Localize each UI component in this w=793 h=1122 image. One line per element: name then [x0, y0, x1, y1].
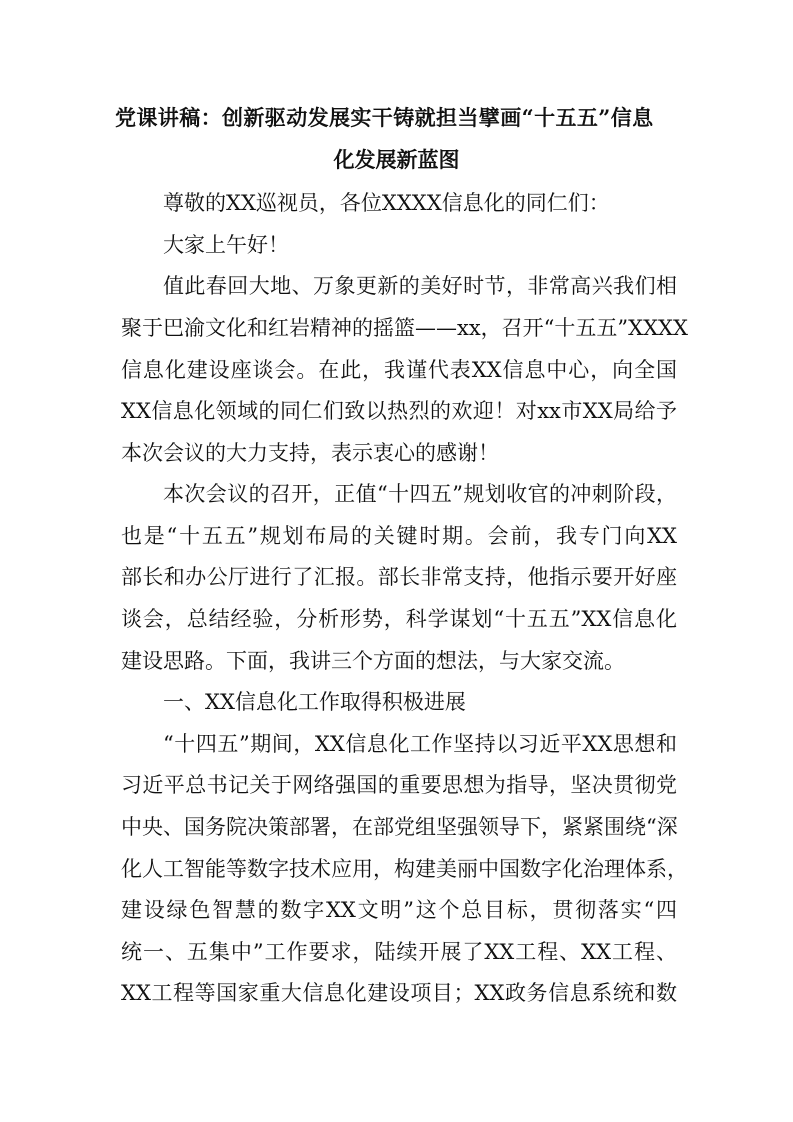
body-line: 建设绿色智慧的数字XX文明”这个总目标，贯彻落实“四	[121, 898, 677, 922]
body-line: XX工程等国家重大信息化建设项目；XX政务信息系统和数	[121, 981, 677, 1005]
body-line: 信息化建设座谈会。在此，我谨代表XX信息中心，向全国	[121, 358, 677, 382]
body-line: 中央、国务院决策部署，在部党组坚强领导下，紧紧围绕“深	[121, 815, 678, 839]
body-line: 聚于巴渝文化和红岩精神的摇篮——xx，召开“十五五”XXXX	[121, 316, 688, 340]
body-line: 习近平总书记关于网络强国的重要思想为指导，坚决贯彻党	[121, 773, 677, 797]
body-line: 化人工智能等数字技术应用，构建美丽中国数字化治理体系，	[121, 857, 688, 881]
body-line: 也是“十五五”规划布局的关键时期。会前，我专门向XX	[121, 524, 677, 548]
body-line: 大家上午好！	[163, 233, 289, 257]
section-heading: 一、XX信息化工作取得积极进展	[163, 690, 466, 714]
document-title-line-2: 化发展新蓝图	[333, 147, 460, 172]
body-line: “十四五”期间，XX信息化工作坚持以习近平XX思想和	[163, 732, 677, 756]
document-title-line-1: 党课讲稿：创新驱动发展实干铸就担当擘画“十五五”信息	[115, 105, 654, 130]
body-line: 部长和办公厅进行了汇报。部长非常支持，他指示要开好座	[121, 565, 677, 589]
body-line: 统一、五集中”工作要求，陆续开展了XX工程、XX工程、	[121, 940, 677, 964]
body-line: 建设思路。下面，我讲三个方面的想法，与大家交流。	[121, 649, 625, 673]
body-line: 尊敬的XX巡视员，各位XXXX信息化的同仁们：	[163, 191, 610, 215]
body-line: 本次会议的召开，正值“十四五”规划收官的冲刺阶段，	[163, 482, 677, 506]
body-line: 值此春回大地、万象更新的美好时节，非常高兴我们相	[163, 274, 677, 298]
body-line: XX信息化领域的同仁们致以热烈的欢迎！对xx市XX局给予	[121, 399, 677, 423]
body-line: 谈会，总结经验，分析形势，科学谋划“十五五”XX信息化	[121, 607, 677, 631]
body-line: 本次会议的大力支持，表示衷心的感谢！	[121, 441, 499, 465]
